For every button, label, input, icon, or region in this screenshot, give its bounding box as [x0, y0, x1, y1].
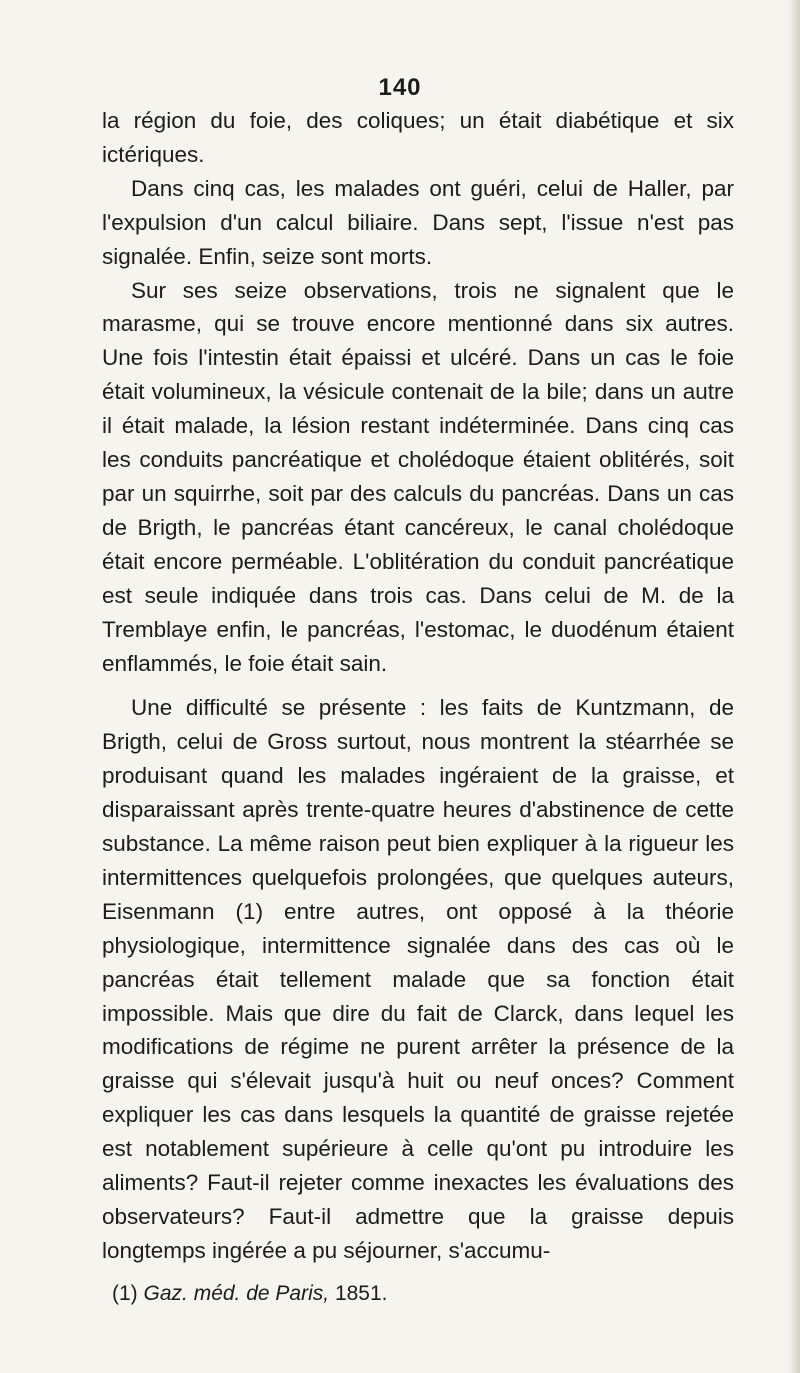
- footnote: [112, 1282, 732, 1306]
- page-edge: [788, 0, 800, 1373]
- body-text: [102, 104, 734, 1268]
- paragraph: la région du foie, des coliques; un était diabétique et six ictériques.: [102, 108, 734, 167]
- paragraph: Dans cinq cas, les malades ont guéri, celui de Haller, par l'expulsion d'un calcul biliaire. Dans sept, l'issue n'est pas signalée. Enfin, seize sont morts.: [102, 175, 734, 269]
- footnote-marker: (1): [112, 1282, 138, 1305]
- paragraph: Une difficulté se présente : les faits de Kuntzmann, de Brigth, celui de Gross surtout, nous montrent la stéarrhée se produisant quand les malades ingéraient de la graisse, et disparaissant après trente-quatre heures d'abstinence de cette substance. La même raison peut bien expliquer à la rigueur les intermittences quelquefois prolongées, que quelques auteurs, Eisenmann (1) entre autres, ont opposé à la théorie physiologique, intermittence signalée dans des cas où le pancréas était tellement malade que sa fonction était impossible. Mais que dire du fait de Clarck, dans lequel les modifications de régime ne purent arrêter la présence de la graisse qui s'élevait jusqu'à huit ou neuf onces? Comment expliquer les cas dans lesquels la quantité de graisse rejetée est notablement supérieure à celle qu'ont pu introduire les aliments? Faut-il rejeter comme inexactes les évaluations des observateurs? Faut-il admettre que la graisse depuis longtemps ingérée a pu séjourner, s'accumu-: [102, 695, 734, 1263]
- paragraph: Sur ses seize observations, trois ne signalent que le marasme, qui se trouve encore mentionné dans six autres. Une fois l'intestin était épaissi et ulcéré. Dans un cas le foie était volumineux, la vésicule contenait de la bile; dans un autre il était malade, la lésion restant indéterminée. Dans cinq cas les conduits pancréatique et cholédoque étaient oblitérés, soit par un squirrhe, soit par des calculs du pancréas. Dans un cas de Brigth, le pancréas étant cancéreux, le canal cholédoque était encore perméable. L'oblitération du conduit pancréatique est seule indiquée dans trois cas. Dans celui de M. de la Tremblaye enfin, le pancréas, l'estomac, le duodénum étaient enflammés, le foie était sain.: [102, 277, 734, 676]
- footnote-year: 1851.: [334, 1282, 388, 1305]
- page-number: 140: [378, 74, 422, 101]
- footnote-source: Gaz. méd. de Paris,: [143, 1282, 330, 1305]
